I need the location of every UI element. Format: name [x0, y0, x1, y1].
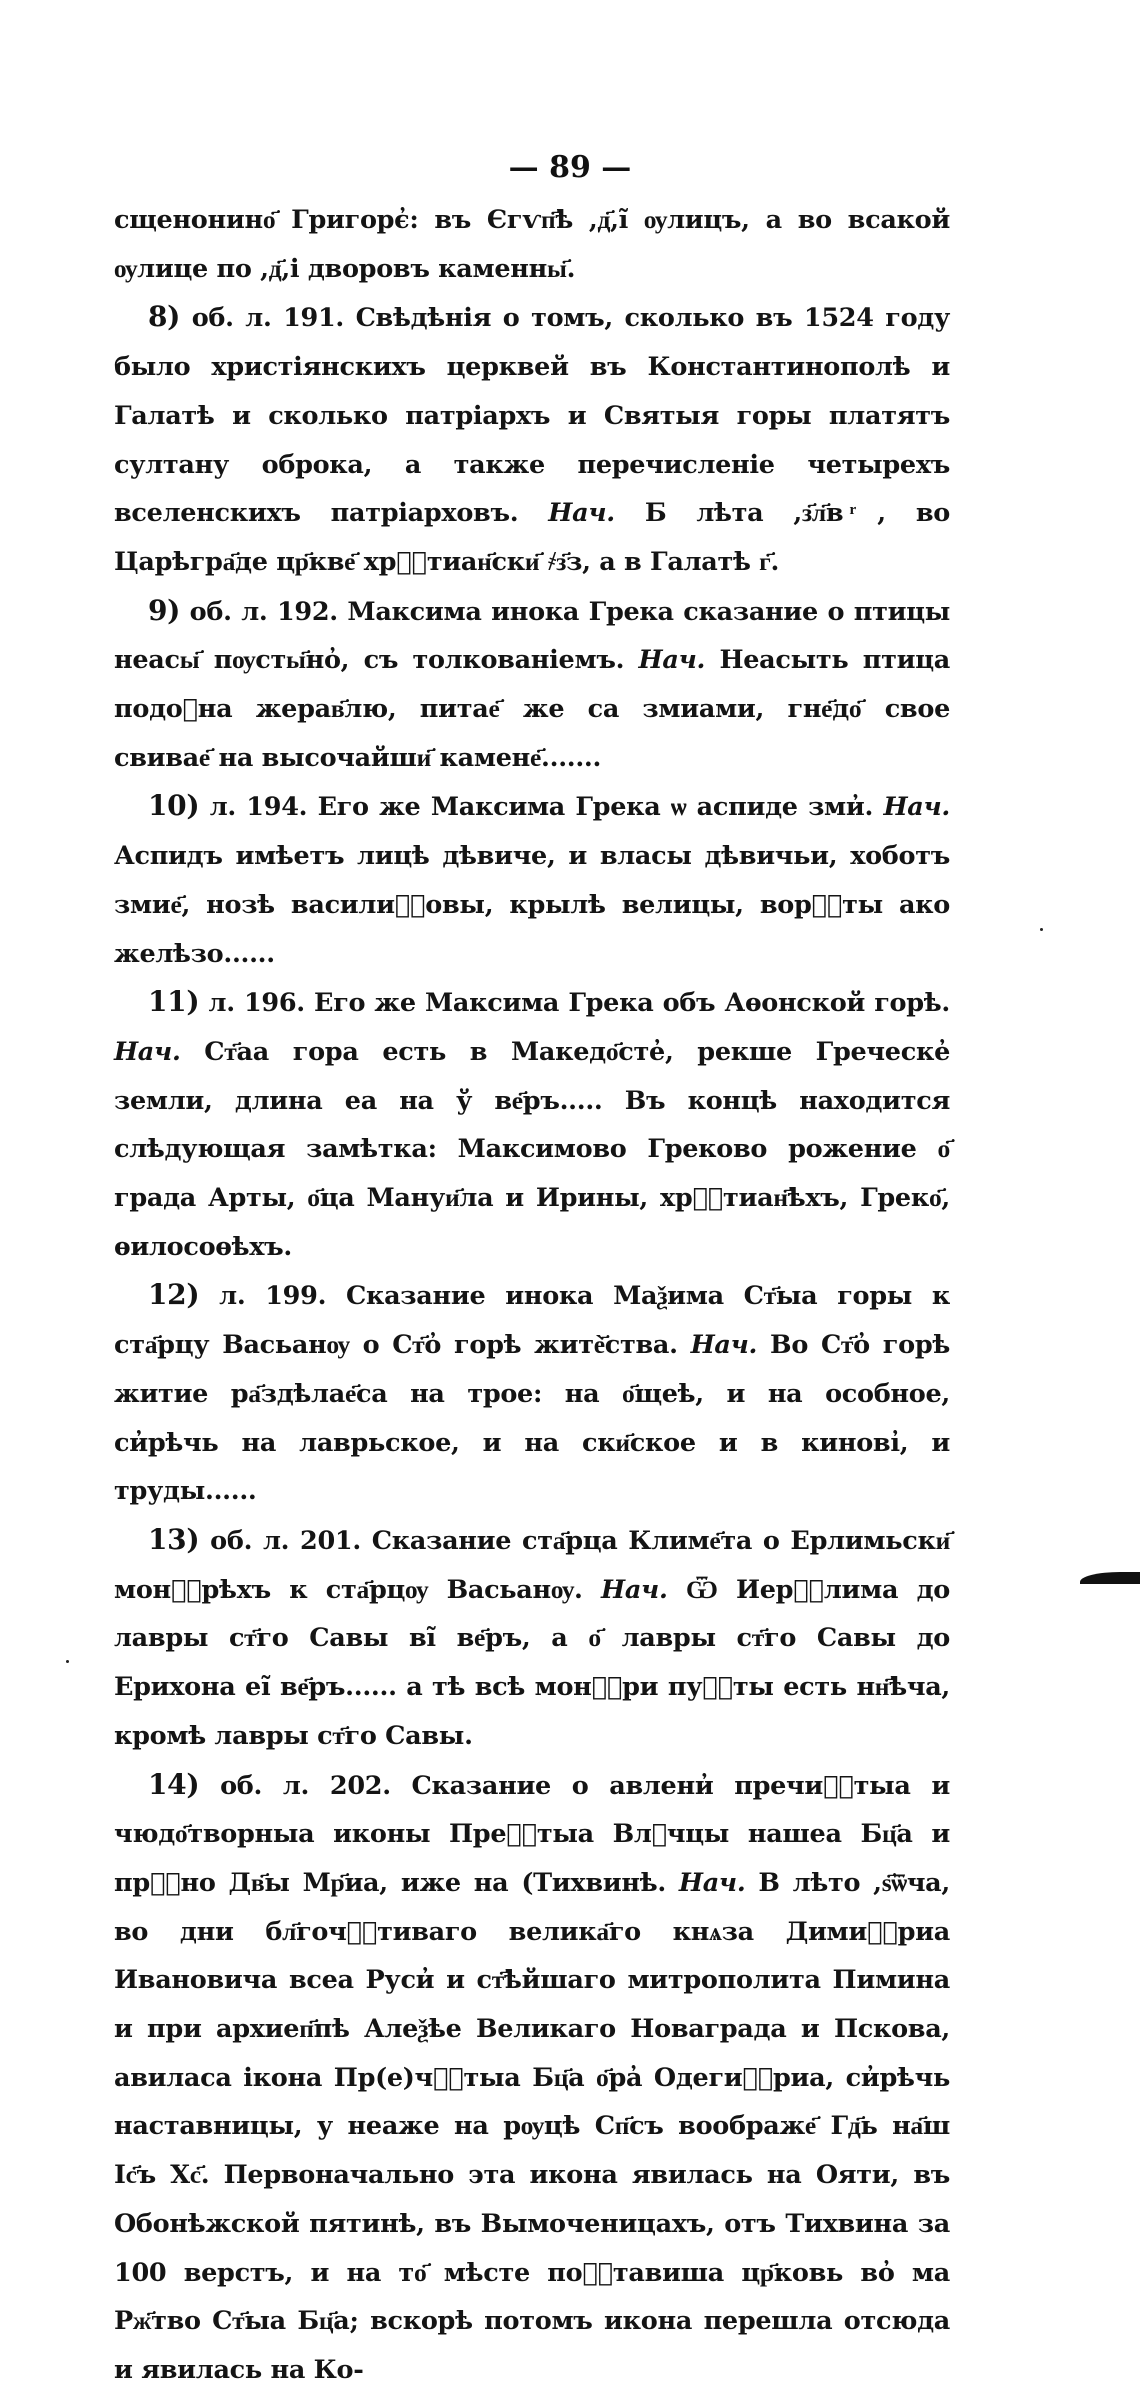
entry-number: 13) — [148, 1522, 200, 1556]
entry-quote: Б лѣта ,з҃л҃в ͬ, во Царѣгра҃де цр҃кве҃ хрⷭ҇тиан҃ски҃ ҂з҃з, а в Галатѣ г҃. — [114, 498, 950, 577]
entry-12 — [114, 1271, 950, 1516]
scan-edge-mark — [1080, 1572, 1140, 1584]
entry-number: 12) — [148, 1278, 200, 1312]
entry-number: 14) — [148, 1767, 200, 1801]
paragraph-text: сщенонино҃ Григорє̓: въ Єгѵп҃ѣ ,д҃,і̃ ѹлицъ, а во всакой ѹлице по ,д҃,і дворовъ каменны҃. — [114, 205, 950, 284]
entry-text: об. л. 192. Максима инока Грека сказание о птицы неасы҃ пѹсты҃но̓, съ толкованіемъ. — [114, 596, 950, 676]
entry-quote: Аспидъ имѣетъ лицѣ дѣвиче, и власы дѣвичьи, хоботъ змие҃, нозѣ василиⷦ҇овы, крылѣ велицы, ворⷪ҇ты ако желѣзо...... — [114, 841, 950, 969]
nach-label: Нач. — [638, 645, 706, 676]
entry-text: об. л. 201. Сказание ста҃рца Климе҃та о Ерлимьски҃ монⷭ҇рѣхъ к ста҃рцѹ Васьанѹ. — [114, 1525, 950, 1605]
entry-quote: В лѣто ,ѕ҃ѿча, во дни бл҃гочⷭ҇тиваго велика҃го кнѧза Димиⷮ҇риа Ивановича всеа Руси̓ и ст҃ѣйшаго митрополита Пимина и при архиеп҃пѣ Алеѯѣе Великаго Новаграда и Пскова, авилаcа ікона Пр(е)чⷭ҇тыа Бц҃а о҃ра̓ Одегиⷮ҇риа, си̓рѣчь наставницы, у неаже на рѹцѣ Сп҃съ воображе҃ Гд҃ь на҃ш Іс҃ъ Хс҃. Первоначально эта икона явилась на Ояти, въ Обонѣжской пятинѣ, въ Вымоченицахъ, отъ Тихвина за 100 верстъ, и на то҃ мѣсте поⷭ҇тавиша цр҃ковь во̓ ма Рж҃тво Ст҃ыа Бц҃а; вскорѣ потомъ икона перешла отсюда и явилась на Ко- — [114, 1867, 950, 2385]
entry-number: 10) — [148, 789, 200, 823]
page-body — [114, 196, 950, 2395]
entry-number: 11) — [148, 985, 200, 1019]
entry-8 — [114, 293, 950, 586]
page-number: — 89 — — [508, 150, 632, 185]
entry-text: л. 196. Его же Максима Грека объ Аѳонской горѣ. — [199, 988, 950, 1019]
entry-number: 8) — [148, 300, 181, 334]
entry-text: л. 199. Сказание инока Маѯима Ст҃ыа горы к ста҃рцу Васьанѹ о Ст҃о̓ горѣ житѐ҃ства. — [114, 1281, 950, 1361]
entry-text: об. л. 191. Свѣдѣнія о томъ, сколько въ 1524 году было христіянскихъ церквей въ Константинополѣ и Галатѣ и сколько патріархъ и Святыя горы платятъ султану оброка, а также перечисленіе четырехъ вселенскихъ патріарховъ. — [114, 303, 950, 529]
entry-10 — [114, 782, 950, 978]
entry-number: 9) — [148, 593, 181, 627]
scan-speck — [1040, 928, 1043, 931]
entry-13 — [114, 1516, 950, 1761]
paragraph-continuation — [114, 196, 950, 293]
entry-14 — [114, 1761, 950, 2395]
entry-11 — [114, 978, 950, 1271]
nach-label: Нач. — [690, 1330, 758, 1361]
scan-speck — [66, 1660, 69, 1663]
nach-label: Нач. — [114, 1036, 181, 1067]
entry-quote: Ѿ Иерⷭ҇лима до лавры ст҃го Савы ві̃ ве҃ръ, а о҃ лавры ст҃го Савы до Ерихона еі̃ ве҃ръ...... а тѣ всѣ монⷭ҇ри пуⷭ҇ты есть нн҃ѣча, кромѣ лавры ст҃го Савы. — [114, 1574, 950, 1751]
nach-label: Нач. — [883, 792, 950, 823]
nach-label: Нач. — [678, 1867, 746, 1898]
nach-label: Нач. — [601, 1574, 668, 1605]
entry-quote: Неасыть птица подоⷠна жерав҃лю, питае҃ же са змиами, гне҃до҃ свое свивае҃ на высочайши҃ камене҃....... — [114, 645, 950, 773]
entry-quote: Ст҃аа гора есть в Македо҃сте̓, рекше Греческе̓ земли, длина еа на ў ве҃ръ..... Въ концѣ находится слѣдующая замѣтка: Максимово Греково рожение о҃ града Арты, о҃ца Мануи҃ла и Ирины, хрⷭ҇тиан҃ѣхъ, Греко҃, ѳилосоѳѣхъ. — [114, 1036, 950, 1262]
entry-9 — [114, 587, 950, 783]
entry-text: об. л. 202. Сказание о авлени̓ пречиⷭ҇тыа и чюдо҃творныа иконы Преⷭ҇тыа Влⷣчцы нашеа Бц҃а и прⷭ҇но Дв҃ы Мр҃иа, иже на (Тихвинѣ. — [114, 1770, 950, 1898]
entry-text: л. 194. Его же Максима Грека ѡ аспиде зми̓. — [199, 792, 884, 823]
entry-quote: Во Ст҃о̓ горѣ житие ра҃здѣлае҃са на трое: на о҃щеѣ, и на особное, си̓рѣчь на лаврьское, и на ски҃ское и в кинові̓, и труды...... — [114, 1330, 950, 1507]
nach-label: Нач. — [548, 498, 615, 529]
